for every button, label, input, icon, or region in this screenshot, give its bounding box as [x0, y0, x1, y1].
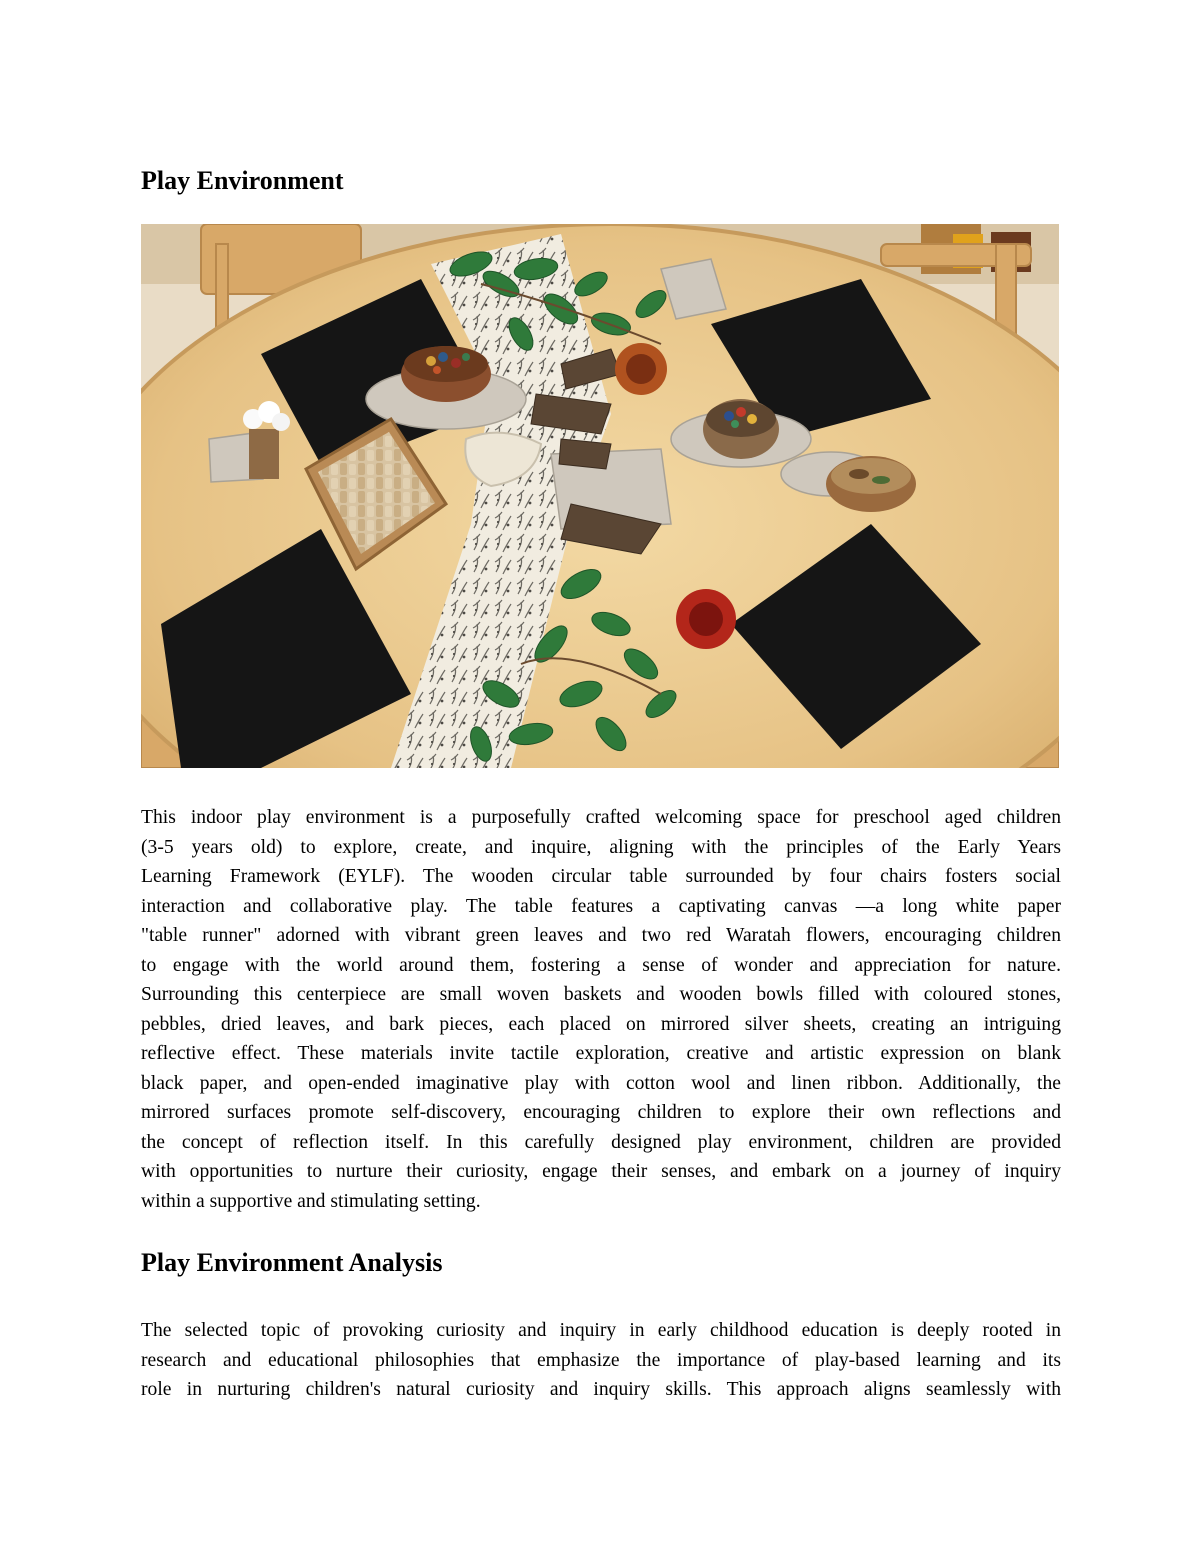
bowl-dried-leaves	[826, 456, 916, 512]
paragraph-analysis	[141, 1316, 1061, 1405]
paragraph-line: reflective effect. These materials invite tactile exploration, creative and artistic expression on blank	[141, 1043, 1061, 1064]
paragraph-line: The selected topic of provoking curiosity and inquiry in early childhood education is deeply rooted in	[141, 1320, 1061, 1341]
basket-stones-left	[401, 346, 491, 402]
paragraph-line: research and educational philosophies that emphasize the importance of play-based learning and its	[141, 1349, 1061, 1371]
heading-play-environment-analysis: Play Environment Analysis	[141, 1248, 443, 1277]
paragraph-line: within a supportive and stimulating setting.	[141, 1190, 481, 1212]
paragraph-line: "table runner" adorned with vibrant green leaves and two red Waratah flowers, encouraging children	[141, 925, 1061, 946]
paragraph-line: to engage with the world around them, fostering a sense of wonder and appreciation for nature.	[141, 954, 1061, 976]
paragraph-line: black paper, and open-ended imaginative play with cotton wool and linen ribbon. Additionally, the	[141, 1072, 1061, 1094]
paragraph-environment-description	[141, 803, 1061, 1216]
paragraph-line: Learning Framework (EYLF). The wooden circular table surrounded by four chairs fosters social	[141, 866, 1061, 887]
play-table-illustration	[141, 224, 1059, 768]
paragraph-line: Surrounding this centerpiece are small woven baskets and wooden bowls filled with coloured stones,	[141, 984, 1061, 1005]
paragraph-line: pebbles, dried leaves, and bark pieces, each placed on mirrored silver sheets, creating an intriguing	[141, 1013, 1061, 1035]
paragraph-line: (3-5 years old) to explore, create, and inquire, aligning with the principles of the Early Years	[141, 836, 1061, 858]
waratah-flower-bottom	[676, 589, 736, 649]
paragraph-line: the concept of reflection itself. In this carefully designed play environment, children are provided	[141, 1131, 1061, 1153]
basket-stones-right	[703, 399, 779, 459]
heading-play-environment: Play Environment	[141, 166, 344, 195]
waratah-flower-top	[615, 343, 667, 395]
paragraph-line: with opportunities to nurture their curiosity, engage their senses, and embark on a journey of inquiry	[141, 1161, 1061, 1182]
paragraph-line: role in nurturing children's natural curiosity and inquiry skills. This approach aligns seamlessly with	[141, 1379, 1061, 1400]
play-table-photo	[141, 224, 1059, 768]
paragraph-line: This indoor play environment is a purposefully crafted welcoming space for preschool aged children	[141, 807, 1061, 828]
paragraph-line: mirrored surfaces promote self-discovery, encouraging children to explore their own reflections and	[141, 1102, 1061, 1123]
paragraph-line: interaction and collaborative play. The table features a captivating canvas —a long white paper	[141, 895, 1061, 917]
